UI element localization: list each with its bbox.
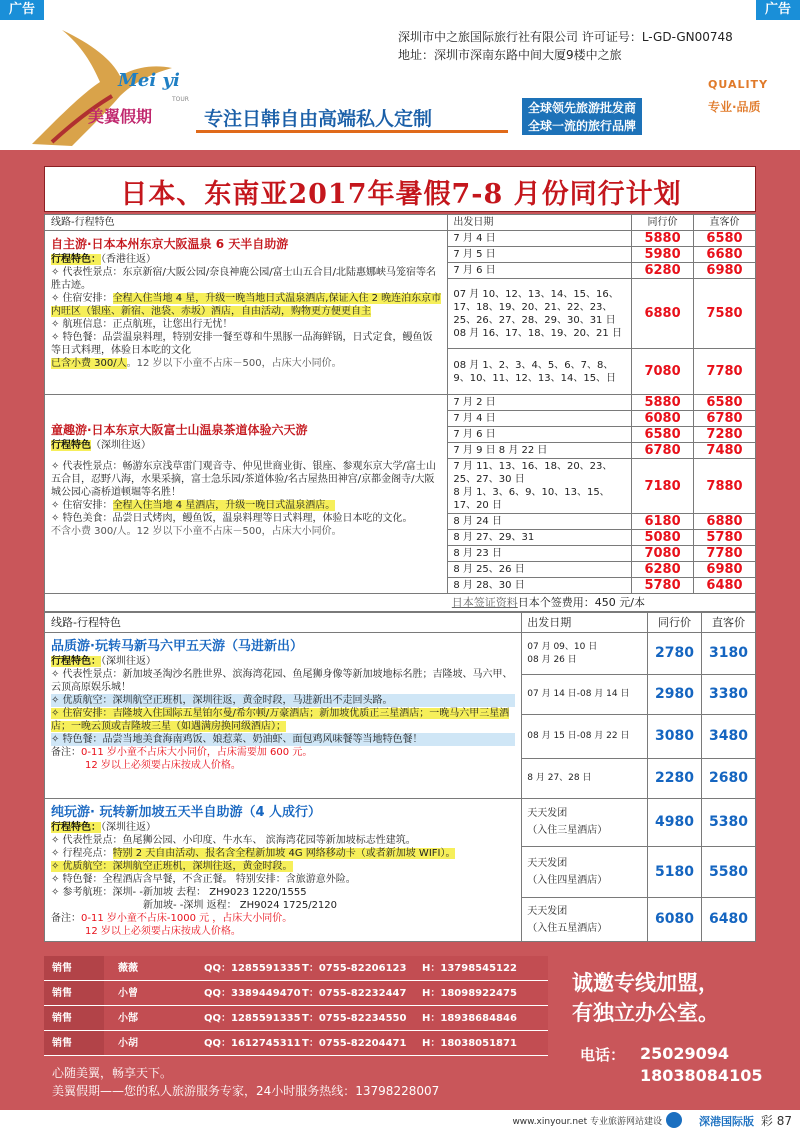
route-line: ✧ 代表性景点：东京新宿/大阪公园/奈良神鹿公园/富士山五合目/北陆惠娜峡马笼宿等名胜古迹。 — [51, 267, 437, 291]
direct-price: 5780 — [694, 530, 756, 546]
sales-role: 销售 — [44, 1006, 104, 1030]
peer-price: 6880 — [632, 279, 694, 349]
route-highlight: 已含小费 300/人 — [51, 358, 127, 369]
phone-number-1: 25029094 — [640, 1044, 730, 1063]
main-title-box — [44, 166, 756, 212]
peer-price: 2780 — [648, 633, 702, 675]
route-line: ✧ 航班信息：正点航班，让您出行无忧！ — [51, 319, 233, 330]
date-cell: 天天发团 （入住五星酒店） — [522, 898, 648, 942]
quality-label: QUALITY — [708, 78, 769, 91]
promo-line-2: 全球一流的旅行品牌 — [522, 116, 642, 135]
direct-price: 7580 — [694, 279, 756, 349]
direct-price: 2680 — [702, 759, 756, 799]
peer-price: 3080 — [648, 715, 702, 759]
direct-price: 6680 — [694, 247, 756, 263]
sales-row — [44, 1031, 548, 1056]
peer-price: 7080 — [632, 546, 694, 562]
direct-price: 6580 — [694, 395, 756, 411]
route-line: ✧ 住宿安排： — [51, 500, 113, 511]
sales-name: 小胡 — [104, 1031, 204, 1055]
direct-price: 7480 — [694, 443, 756, 459]
route-line: ✧ 特色美食：品尝日式烤肉，鳗鱼饭，温泉料理等日式料理，体验日本吃的文化。 — [51, 513, 413, 524]
visa-cell — [45, 594, 756, 612]
ad-tag-left: 广告 — [0, 0, 44, 20]
peer-price: 4980 — [648, 799, 702, 847]
route-description — [45, 799, 522, 942]
brand-tour: TOUR — [172, 96, 189, 103]
date-cell: 7 月 5 日 — [448, 247, 632, 263]
phone-label: 电话： — [580, 1046, 626, 1064]
sales-contacts — [44, 956, 548, 1056]
date-cell: 7 月 4 日 — [448, 411, 632, 427]
route-highlight: 全程入住当地 4 星酒店，升级一晚日式温泉酒店。 — [112, 500, 336, 511]
join-line-1: 诚邀专线加盟， — [572, 970, 719, 995]
direct-price: 7780 — [694, 546, 756, 562]
feature-note: （深圳往返） — [101, 656, 156, 667]
visa-fee: 日本个签费用：450 元/本 — [517, 596, 645, 609]
slogan: 专注日韩自由高端私人定制 — [204, 108, 433, 130]
date-cell: 8 月 23 日 — [448, 546, 632, 562]
table-row — [45, 395, 756, 411]
sales-tel: T：0755-82232447 — [302, 981, 422, 1005]
footer-brand: 深港国际版 — [699, 1115, 754, 1128]
route-note: 。12 岁以下小童不占床－500，占床大小同价。 — [126, 358, 342, 369]
direct-price: 5580 — [702, 846, 756, 898]
header-peer-price: 同行价 — [632, 215, 694, 231]
note-text: 12 岁以上必须要占床按成人价格。 — [85, 760, 241, 771]
note-label: 备注： — [51, 747, 81, 758]
feature-note: （香港往返） — [101, 254, 156, 265]
ad-tag-right: 广告 — [756, 0, 800, 20]
table-header — [45, 215, 756, 231]
date-cell: 7 月 9 日 8 月 22 日 — [448, 443, 632, 459]
date-cell: 07 月 10、12、13、14、15、16、17、18、19、20、21、22、23、25、26、27、28、29、30、31 日 08 月 16、17、18、19、20、21 日 — [448, 279, 632, 349]
direct-price: 7280 — [694, 427, 756, 443]
route-highlight: ✧ 优质航空：深圳航空正班机，深圳往返，黄金时段，马进新出不走回头路。 — [51, 694, 515, 707]
header-route: 线路-行程特色 — [45, 613, 522, 633]
direct-price: 3480 — [702, 715, 756, 759]
peer-price: 6080 — [632, 411, 694, 427]
route-line: 新加坡- -深圳 返程： ZH9024 1725/2120 — [143, 900, 338, 911]
route-line: ✧ 特色餐：全程酒店含早餐，不含正餐。 特别安排：含旅游意外险。 — [51, 874, 356, 885]
sales-mobile: H：18938684846 — [422, 1006, 548, 1030]
route-note: 不含小费 300/人。12 岁以下小童不占床－500，占床大小同价。 — [51, 526, 342, 537]
route-title: 自主游·日本本州东京大阪温泉 6 天半自助游 — [51, 237, 289, 251]
visa-row — [45, 594, 756, 612]
sales-role: 销售 — [44, 981, 104, 1005]
date-cell: 07 月 14 日-08 月 14 日 — [522, 675, 648, 715]
route-title: 纯玩游· 玩转新加坡五天半自助游（4 人成行） — [51, 805, 322, 820]
sales-qq: QQ：1285591335 — [204, 1006, 302, 1030]
route-title: 童趣游·日本东京大阪富士山温泉茶道体验六天游 — [51, 423, 308, 437]
note-text: 0-11 岁小童不占床大小同价，占床需要加 600 元。 — [81, 747, 313, 758]
peer-price: 6280 — [632, 263, 694, 279]
sales-name: 小曾 — [104, 981, 204, 1005]
peer-price: 5180 — [648, 846, 702, 898]
peer-price: 2280 — [648, 759, 702, 799]
visa-info-link[interactable]: 日本签证资料 — [451, 596, 518, 609]
feature-label: 行程特色 — [51, 440, 91, 451]
date-cell: 7 月 11、13、16、18、20、23、25、27、30 日 8 月 1、3、6、9、10、13、15、17、20 日 — [448, 459, 632, 514]
header-direct-price: 直客价 — [694, 215, 756, 231]
route-description — [45, 395, 448, 594]
table-header — [45, 613, 756, 633]
sea-price-table — [44, 612, 756, 942]
route-line: ✧ 住宿安排： — [51, 708, 113, 719]
sales-mobile: H：18098922475 — [422, 981, 548, 1005]
header — [0, 20, 800, 150]
direct-price: 6880 — [694, 514, 756, 530]
route-line: ✧ 行程亮点： — [51, 848, 113, 859]
note-text: 12 岁以上必须要占床按成人价格。 — [85, 926, 241, 937]
sales-tel: T：0755-82234550 — [302, 1006, 422, 1030]
date-cell: 08 月 15 日-08 月 22 日 — [522, 715, 648, 759]
route-description — [45, 633, 522, 799]
sales-tel: T：0755-82204471 — [302, 1031, 422, 1055]
route-highlight: 吉隆坡入住国际五星铂尔曼/希尔顿/万豪酒店；新加坡优质正三星酒店；一晚马六甲三星酒店；一晚云顶或吉隆坡三星（如遇满房换同级酒店）； — [51, 708, 510, 732]
peer-price: 5080 — [632, 530, 694, 546]
date-cell: 天天发团 （入住四星酒店） — [522, 846, 648, 898]
sales-row — [44, 981, 548, 1006]
japan-price-table — [44, 214, 756, 612]
phone-number-2: 18038084105 — [640, 1066, 763, 1085]
date-cell: 8 月 27、28 日 — [522, 759, 648, 799]
peer-price: 2980 — [648, 675, 702, 715]
sales-mobile: H：13798545122 — [422, 956, 548, 980]
sales-name: 薇薇 — [104, 956, 204, 980]
quality-sub: 专业·品质 — [708, 100, 761, 114]
slogan-underline — [196, 130, 508, 133]
join-invitation — [572, 968, 782, 1028]
sales-role: 销售 — [44, 956, 104, 980]
agency-license: 深圳市中之旅国际旅行社有限公司 许可证号：L-GD-GN00748 — [398, 30, 733, 44]
peer-price: 7180 — [632, 459, 694, 514]
direct-price: 6580 — [694, 231, 756, 247]
brand-en: Mei yi — [118, 70, 180, 91]
route-line: ✧ 代表性景点：新加坡圣淘沙名胜世界、滨海湾花园、鱼尾狮身像等新加坡地标名胜；吉隆坡、马六甲、云顶高原娱乐城！ — [51, 669, 513, 693]
route-highlight: 全程入住当地 4 星，升级一晚当地日式温泉酒店,保证入住 2 晚连泊东京市内旺区（银座、新宿、池袋、赤坂）酒店，自由活动，购物更方便更自主 — [51, 293, 442, 317]
header-direct-price: 直客价 — [702, 613, 756, 633]
sales-qq: QQ：1285591335 — [204, 956, 302, 980]
header-date: 出发日期 — [522, 613, 648, 633]
feature-note: （深圳往返） — [101, 822, 156, 833]
brand-cn: 美翼假期 — [88, 107, 153, 126]
date-cell: 8 月 25、26 日 — [448, 562, 632, 578]
direct-price: 7880 — [694, 459, 756, 514]
note-text: 0-11 岁小童不占床-1000 元 ，占床大小同价。 — [81, 913, 293, 924]
note-label: 备注： — [51, 913, 81, 924]
feature-note: （深圳往返） — [91, 440, 151, 451]
header-route: 线路-行程特色 — [45, 215, 448, 231]
direct-price: 6980 — [694, 263, 756, 279]
date-cell: 天天发团 （入住三星酒店） — [522, 799, 648, 847]
route-line: ✧ 代表性景点：畅游东京浅草雷门观音寺、仲见世商业街、银座、参观东京大学/富士山五合目，忍野八海，水果采摘，富士急乐园/茶道体验/名古屋热田神宫/京都金阁寺/大阪城公园心斋桥道顿堀等名胜！ — [51, 461, 436, 498]
promo-line-1: 全球领先旅游批发商 — [522, 98, 642, 117]
route-line: ✧ 特色餐：品尝当地美食海南鸡饭、娘惹菜、奶油虾、面包鸡风味餐等当地特色餐！ — [51, 733, 515, 746]
date-cell: 07 月 09、10 日 08 月 26 日 — [522, 633, 648, 675]
date-cell: 8 月 24 日 — [448, 514, 632, 530]
sales-mobile: H：18038051871 — [422, 1031, 548, 1055]
motto-line-2: 美翼假期——您的私人旅游服务专家，24小时服务热线：13798228007 — [52, 1084, 440, 1098]
peer-price: 5980 — [632, 247, 694, 263]
peer-price: 6280 — [632, 562, 694, 578]
peer-price: 7080 — [632, 349, 694, 395]
table-row — [45, 633, 756, 675]
feature-label: 行程特色： — [51, 656, 101, 667]
peer-price: 5880 — [632, 395, 694, 411]
direct-price: 6980 — [694, 562, 756, 578]
peer-price: 6080 — [648, 898, 702, 942]
direct-price: 5380 — [702, 799, 756, 847]
sales-qq: QQ：1612745311 — [204, 1031, 302, 1055]
table-row — [45, 799, 756, 847]
route-line: ✧ 参考航班：深圳- -新加坡 去程： ZH9023 1220/1555 — [51, 887, 307, 898]
agency-address: 地址：深圳市深南东路中间大厦9楼中之旅 — [398, 48, 622, 62]
date-cell: 7 月 2 日 — [448, 395, 632, 411]
route-title: 品质游·玩转马新马六甲五天游（马进新出） — [51, 639, 303, 654]
direct-price: 6780 — [694, 411, 756, 427]
date-cell: 7 月 4 日 — [448, 231, 632, 247]
main-title: 日本、东南亚2017年暑假7-8 月份同行计划 — [120, 179, 682, 210]
sales-row — [44, 956, 548, 981]
publisher-logo-icon — [666, 1112, 682, 1128]
header-date: 出发日期 — [448, 215, 632, 231]
feature-label: 行程特色： — [51, 254, 101, 265]
peer-price: 6180 — [632, 514, 694, 530]
date-cell: 7 月 6 日 — [448, 263, 632, 279]
direct-price: 7780 — [694, 349, 756, 395]
date-cell: 08 月 1、2、3、4、5、6、7、8、9、10、11、12、13、14、15、日 — [448, 349, 632, 395]
route-line: ✧ 代表性景点：鱼尾狮公园、小印度、牛水车、 滨海湾花园等新加坡标志性建筑。 — [51, 835, 416, 846]
route-highlight: 特别 2 天自由活动、报名含全程新加坡 4G 网络移动卡（或者新加坡 WIFI）。 — [112, 848, 456, 859]
direct-price: 6480 — [702, 898, 756, 942]
route-line: ✧ 优质航空： — [51, 861, 113, 872]
footer — [0, 1110, 800, 1132]
direct-price: 3380 — [702, 675, 756, 715]
route-highlight: 深圳航空正班机，深圳往返，黄金时段。 — [112, 861, 293, 872]
join-line-2: 有独立办公室。 — [572, 1000, 719, 1025]
route-line: ✧ 住宿安排： — [51, 293, 113, 304]
direct-price: 6480 — [694, 578, 756, 594]
sales-role: 销售 — [44, 1031, 104, 1055]
date-cell: 8 月 27、29、31 — [448, 530, 632, 546]
feature-label: 行程特色： — [51, 822, 101, 833]
peer-price: 5880 — [632, 231, 694, 247]
table-row — [45, 231, 756, 247]
route-description — [45, 231, 448, 395]
footer-site: www.xinyour.net 专业旅游网站建设 — [512, 1117, 662, 1127]
date-cell: 8 月 28、30 日 — [448, 578, 632, 594]
date-cell: 7 月 6 日 — [448, 427, 632, 443]
sales-row — [44, 1006, 548, 1031]
sales-name: 小郜 — [104, 1006, 204, 1030]
page-number: 彩 87 — [760, 1114, 792, 1128]
route-line: ✧ 特色餐：品尝温泉料理，特别安排一餐至尊和牛黑豚一品海鲜锅，日式定食，鳗鱼饭等日式料理，体验日本吃的文化 — [51, 332, 433, 356]
peer-price: 6780 — [632, 443, 694, 459]
direct-price: 3180 — [702, 633, 756, 675]
peer-price: 5780 — [632, 578, 694, 594]
sales-tel: T：0755-82206123 — [302, 956, 422, 980]
header-peer-price: 同行价 — [648, 613, 702, 633]
sales-qq: QQ：3389449470 — [204, 981, 302, 1005]
motto-line-1: 心随美翼，畅享天下。 — [52, 1066, 173, 1080]
peer-price: 6580 — [632, 427, 694, 443]
